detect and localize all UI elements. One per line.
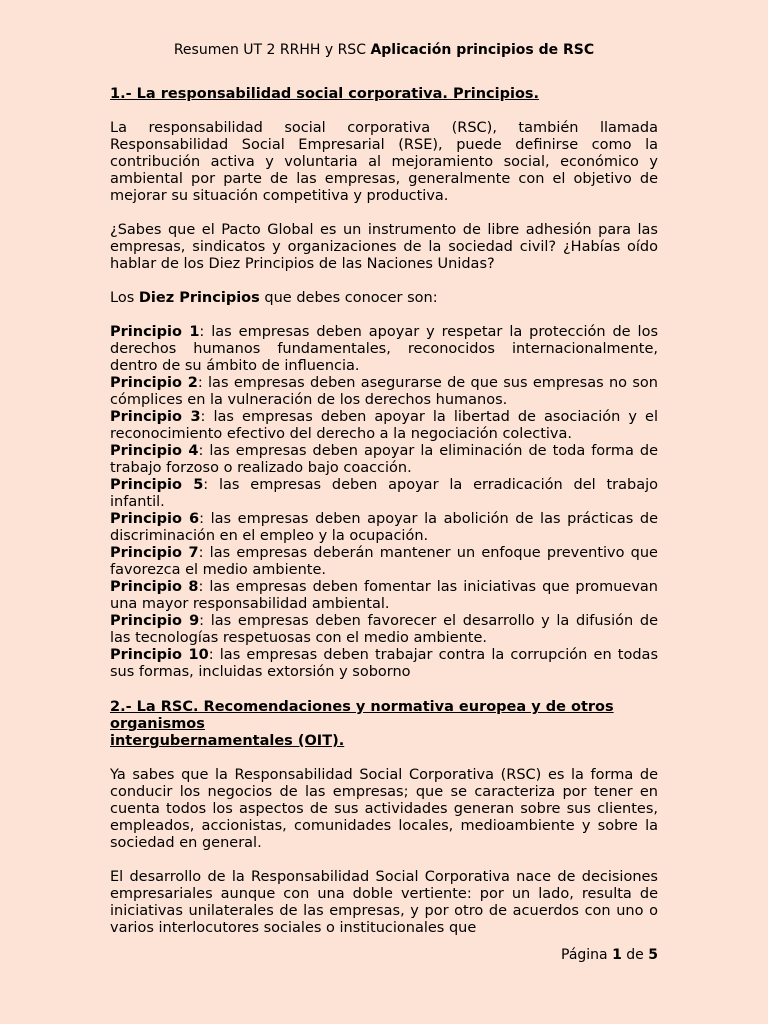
header-title: Aplicación principios de RSC xyxy=(370,42,595,58)
principle-label: Principio 2 xyxy=(110,375,198,391)
intro-pre: Los xyxy=(110,290,139,306)
page-footer xyxy=(110,947,658,964)
page-header xyxy=(110,42,658,59)
principle-item xyxy=(110,375,658,409)
principle-item xyxy=(110,443,658,477)
principle-item xyxy=(110,511,658,545)
principle-item xyxy=(110,579,658,613)
footer-total-pages: 5 xyxy=(648,947,658,963)
footer-page-number: 1 xyxy=(612,947,622,963)
principles-list xyxy=(110,324,658,681)
principle-label: Principio 9 xyxy=(110,613,200,629)
footer-of-word: de xyxy=(621,947,649,963)
principle-label: Principio 6 xyxy=(110,511,200,527)
intro-post: que debes conocer son: xyxy=(259,290,438,306)
header-prefix: Resumen UT 2 RRHH y RSC xyxy=(173,42,371,58)
section-2-paragraph-2: El desarrollo de la Responsabilidad Social Corporativa nace de decisiones empresariales aunque con una doble vertiente: por un lado, resulta de iniciativas unilaterales de las empresas, y por otro de acuerdos con uno o varios interlocutores sociales o institucionales que xyxy=(110,869,658,936)
principle-text: : las empresas deben asegurarse de que sus empresas no son cómplices en la vulneración de los derechos humanos. xyxy=(110,375,658,408)
section-1-paragraph-2: ¿Sabes que el Pacto Global es un instrumento de libre adhesión para las empresas, sindicatos y organizaciones de la sociedad civil? ¿Habías oído hablar de los Diez Principios de las Naciones Unidas? xyxy=(110,222,658,272)
intro-bold: Diez Principios xyxy=(138,290,260,306)
principle-label: Principio 3 xyxy=(110,409,201,425)
section-2-heading-line-2: intergubernamentales (OIT). xyxy=(110,733,345,749)
principle-item xyxy=(110,409,658,443)
footer-page-word: Página xyxy=(561,947,613,963)
principle-text: : las empresas deben apoyar la eliminación de toda forma de trabajo forzoso o realizado bajo coacción. xyxy=(110,443,658,476)
principle-text: : las empresas deben trabajar contra la corrupción en todas sus formas, incluidas extorsión y soborno xyxy=(110,647,658,680)
principle-label: Principio 8 xyxy=(110,579,199,595)
principle-item xyxy=(110,324,658,375)
section-1 xyxy=(110,86,658,681)
section-2 xyxy=(110,699,658,937)
principle-item xyxy=(110,477,658,511)
principles-intro xyxy=(110,290,658,307)
section-1-paragraph-1: La responsabilidad social corporativa (RSC), también llamada Responsabilidad Social Empresarial (RSE), puede definirse como la contribución activa y voluntaria al mejoramiento social, económico y ambiental por parte de las empresas, generalmente con el objetivo de mejorar su situación competitiva y productiva. xyxy=(110,120,658,204)
section-2-heading-line-1: 2.- La RSC. Recomendaciones y normativa europea y de otros organismos xyxy=(110,699,614,732)
section-2-heading xyxy=(110,699,658,750)
section-2-paragraph-1: Ya sabes que la Responsabilidad Social Corporativa (RSC) es la forma de conducir los negocios de las empresas; que se caracteriza por tener en cuenta todos los aspectos de sus actividades generan sobre sus clientes, empleados, accionistas, comunidades locales, medioambiente y sobre la sociedad en general. xyxy=(110,767,658,851)
principle-item xyxy=(110,545,658,579)
principle-text: : las empresas deben favorecer el desarrollo y la difusión de las tecnologías respetuosas con el medio ambiente. xyxy=(110,613,658,646)
section-1-heading: 1.- La responsabilidad social corporativa. Principios. xyxy=(110,86,540,102)
principle-item xyxy=(110,647,658,681)
principle-item xyxy=(110,613,658,647)
principle-label: Principio 10 xyxy=(110,647,209,663)
principle-text: : las empresas deben fomentar las iniciativas que promuevan una mayor responsabilidad ambiental. xyxy=(110,579,658,612)
principle-label: Principio 1 xyxy=(110,324,200,340)
principle-label: Principio 4 xyxy=(110,443,199,459)
principle-text: : las empresas deben apoyar la libertad de asociación y el reconocimiento efectivo del derecho a la negociación colectiva. xyxy=(110,409,658,442)
principle-text: : las empresas deberán mantener un enfoque preventivo que favorezca el medio ambiente. xyxy=(110,545,658,578)
principle-label: Principio 5 xyxy=(110,477,204,493)
principle-text: : las empresas deben apoyar la abolición de las prácticas de discriminación en el empleo y la ocupación. xyxy=(110,511,658,544)
principle-text: : las empresas deben apoyar la erradicación del trabajo infantil. xyxy=(110,477,658,510)
principle-text: : las empresas deben apoyar y respetar la protección de los derechos humanos fundamentales, reconocidos internacionalmente, dentro de su ámbito de influencia. xyxy=(110,324,658,374)
principle-label: Principio 7 xyxy=(110,545,199,561)
